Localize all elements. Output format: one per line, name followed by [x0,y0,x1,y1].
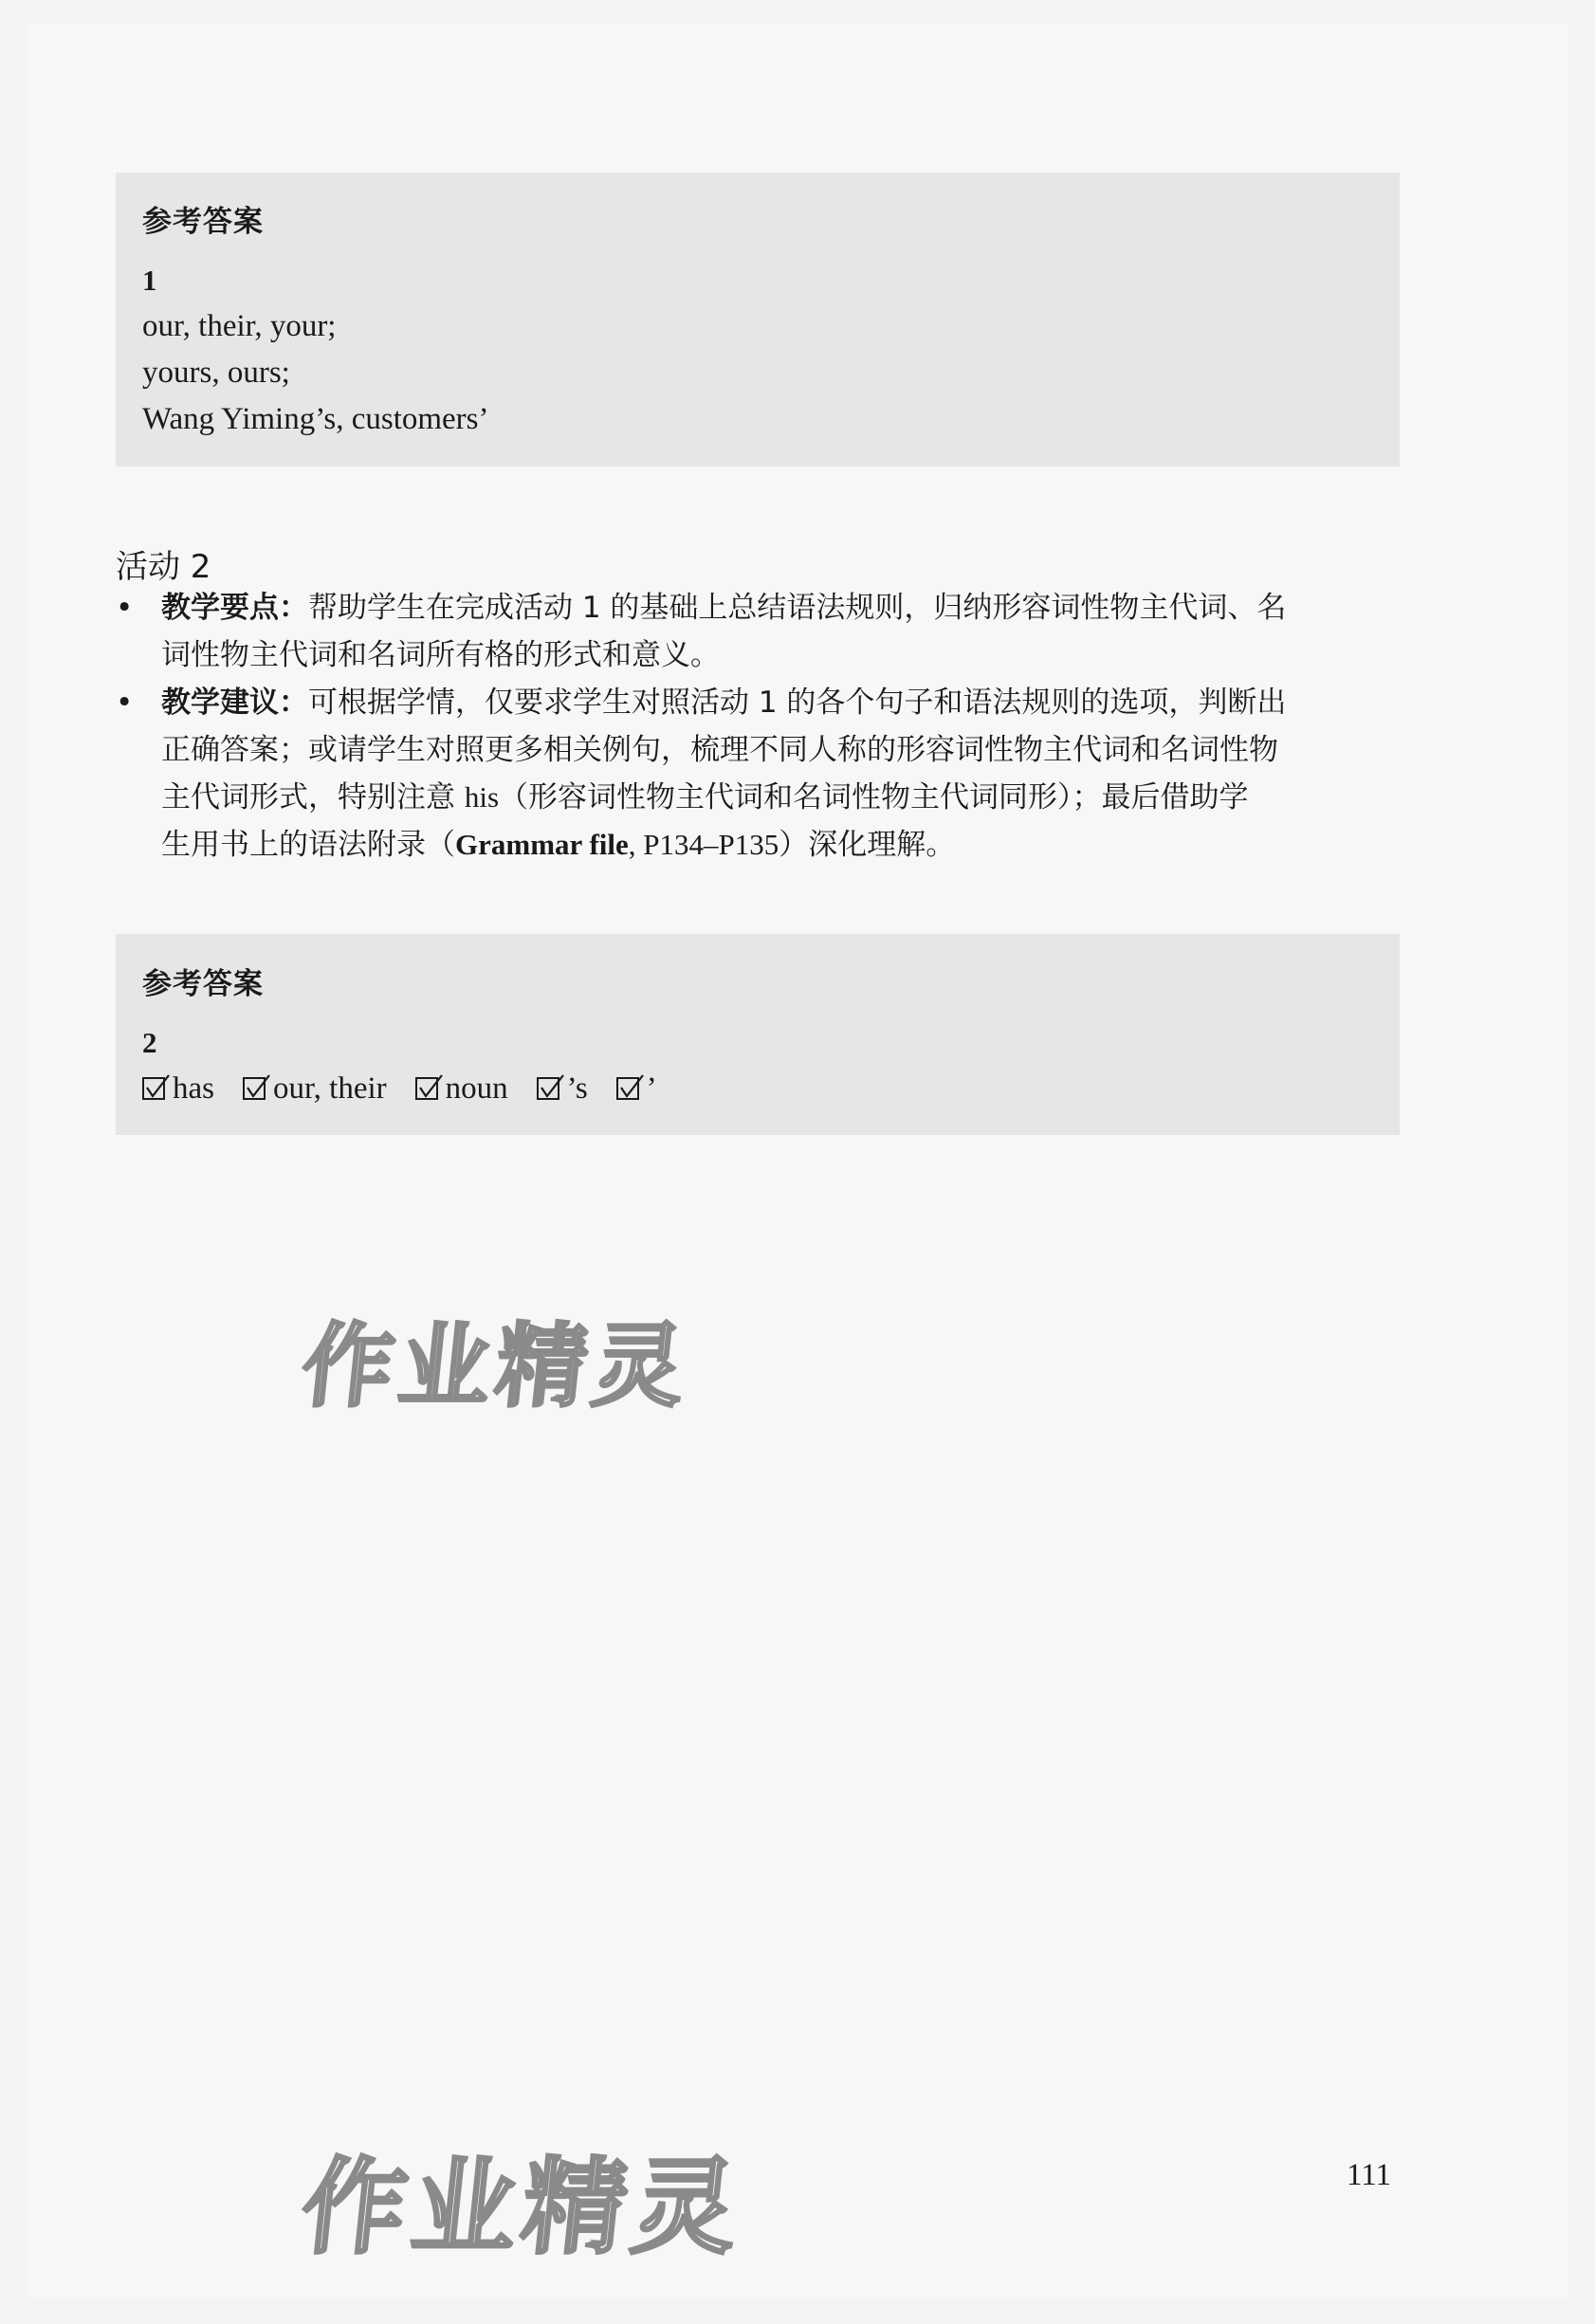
grammar-file-label: Grammar file [455,828,629,861]
teaching-point-text-b: 词性物主代词和名词所有格的形式和意义。 [161,638,720,672]
answer-number-2: 2 [142,1026,157,1059]
checkbox-checked-icon [537,1077,561,1102]
check-label: our, their [273,1071,387,1106]
bullet-dot: • [116,686,134,720]
checkbox-checked-icon [243,1077,267,1102]
check-label: noun [445,1071,508,1106]
checkbox-checked-icon [415,1077,440,1102]
teaching-point [116,584,1405,679]
bullet-dot: • [116,591,134,625]
checkbox-checked-icon [142,1077,167,1102]
teaching-suggestion [116,679,1405,869]
check-item [616,1071,657,1107]
answer-number-1: 1 [142,264,157,297]
check-label: has [173,1071,214,1106]
watermark-logo: 作业精灵 [297,1313,696,1419]
teaching-point-label: 教学要点： [161,591,308,625]
teaching-suggestion-text-a: 可根据学情，仅要求学生对照活动 1 的各个句子和语法规则的选项，判断出 [308,686,1287,720]
teaching-suggestion-text-d-post: ）深化理解。 [779,828,956,862]
answer-line-1: our, their, your; [142,309,337,343]
check-label: ’ [646,1071,657,1106]
teaching-point-text-a: 帮助学生在完成活动 1 的基础上总结语法规则，归纳形容词性物主代词、名 [308,591,1287,625]
answer-line-3: Wang Yiming’s, customers’ [142,402,489,436]
answer-heading-2: 参考答案 [142,967,264,1001]
answer-line-2: yours, ours; [142,356,290,390]
watermark-logo: 作业精灵 [296,2147,749,2268]
checkbox-checked-icon [616,1077,641,1102]
checked-answers [142,1071,657,1107]
teaching-suggestion-text-d-pre: 生用书上的语法附录（ [161,828,455,862]
section-title: 活动 2 [116,548,211,586]
teaching-suggestion-text-c-post: （形容词性物主代词和名词性物主代词同形）；最后借助学 [499,780,1249,814]
grammar-file-pages: , P134–P135 [628,828,779,861]
teaching-suggestion-text-c-pre: 主代词形式，特别注意 [161,780,465,814]
check-label: ’s [566,1071,588,1106]
page-number: 111 [1347,2158,1392,2192]
answer-heading-1: 参考答案 [142,205,264,239]
check-item [537,1071,588,1107]
check-item [142,1071,214,1107]
teaching-suggestion-label: 教学建议： [161,686,308,720]
teaching-suggestion-his: his [464,780,500,814]
check-item [415,1071,508,1107]
check-item [243,1071,387,1107]
teaching-suggestion-text-b: 正确答案；或请学生对照更多相关例句，梳理不同人称的形容词性物主代词和名词性物 [161,733,1278,767]
